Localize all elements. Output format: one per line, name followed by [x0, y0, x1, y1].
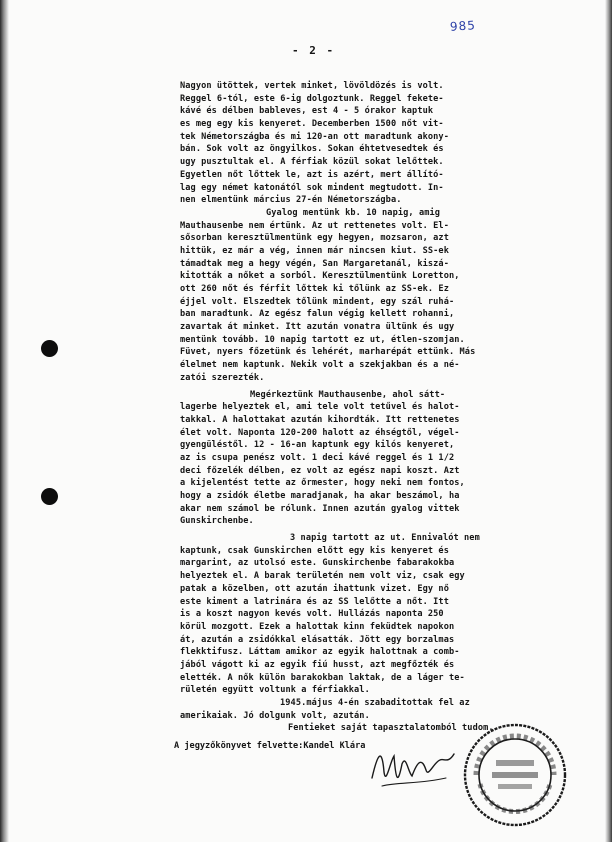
text-line: élet volt. Naponta 120-200 halott az éhségtől, végel-: [180, 427, 460, 438]
text-line: deci főzelék délben, ez volt az egész napi koszt. Azt: [180, 465, 460, 476]
text-line: élelmet nem kaptunk. Nekik volt a szekjakban és a né-: [180, 360, 460, 371]
text-line: körül mozgott. Ezek a halottak kinn feküdtek napokon: [180, 621, 455, 632]
text-line: ott 260 nőt és férfit lőttek ki tőlünk az SS-ek. Ez: [180, 284, 449, 294]
text-line: Egyetlen nőt lőttek le, azt is azért, mert állító-: [180, 169, 444, 180]
text-line: zavartak át minket. Itt azután vonatra ültünk és ugy: [180, 322, 455, 333]
text-line: Nagyon ütöttek, vertek minket, lövöldözés is volt.: [180, 81, 444, 91]
text-line: támadtak meg a hegy végén, San Margaretanál, kiszá-: [180, 258, 449, 269]
page-number: - 2 -: [292, 44, 336, 57]
text-line: a kijelentést tette az őrmester, hogy neki nem fontos,: [180, 478, 465, 489]
text-line: elették. A nők külön barakokban laktak, de a láger te-: [180, 672, 465, 683]
text-line: flekktifusz. Láttam amikor az egyik halottnak a comb-: [180, 647, 460, 658]
text-line: Gyalog mentünk kb. 10 napig, amig: [266, 207, 441, 218]
text-line: lagerbe helyeztek el, ami tele volt tetűvel és halot-: [180, 402, 460, 413]
text-line: hittük, ez már a vég, innen már nincsen kiut. SS-ek: [180, 245, 449, 256]
text-line: akar nem számol be rólunk. Innen azután gyalog vittek: [180, 503, 460, 514]
text-line: ugy pusztultak el. A férfiak közül sokat lelőttek.: [180, 157, 444, 168]
text-line: az is csupa penész volt. 1 deci kávé reggel és 1 1/2: [180, 452, 455, 463]
text-line: Reggel 6-tól, este 6-ig dolgoztunk. Reggel fekete-: [180, 93, 444, 104]
text-line: Fentieket saját tapasztalatomból tudom.: [288, 723, 494, 734]
text-line: margarint, az utolsó este. Gunskirchenbe fabarakokba: [180, 558, 455, 569]
text-line: is a koszt nagyon kevés volt. Hullázás naponta 250: [180, 609, 444, 620]
text-line: zatói szerezték.: [180, 372, 265, 383]
text-line: takkal. A halottakat azután kihordták. Itt rettenetes: [180, 414, 460, 425]
text-line: hogy a zsidók életbe maradjanak, ha akar beszámol, ha: [180, 491, 460, 501]
text-line: mentünk tovább. 10 napig tartott ez ut, étlen-szomjan.: [180, 334, 465, 345]
text-line: gyengüléstől. 12 - 16-an kaptunk egy kilós kenyeret,: [180, 440, 455, 451]
text-line: kaptunk, csak Gunskirchen előtt egy kis kenyeret és: [180, 545, 449, 556]
text-line: Füvet, nyers főzetünk és lehérét, marharépát ettünk. Más: [180, 347, 476, 358]
text-line: Megérkeztünk Mauthausenbe, ahol sátt-: [250, 389, 446, 400]
handwritten-signature: [368, 742, 458, 792]
text-line: Mauthausenbe nem értünk. Az ut rettenetes volt. El-: [180, 220, 449, 231]
text-line: kitották a nőket a sorból. Keresztülmentünk Loretton,: [180, 271, 460, 282]
scan-left-edge: [0, 0, 9, 842]
text-line: át, azután a zsidókkal elásatták. Jött egy borzalmas: [180, 634, 455, 645]
text-line: tek Németországba és mi 120-an ott maradtunk akony-: [180, 131, 449, 142]
punch-hole-top: [41, 340, 58, 357]
text-line: este kiment a latrinára és az SS lelőtte a nőt. Itt: [180, 596, 449, 607]
recorded-by-line: A jegyzőkönyvet felvette:Kandel Klára: [174, 741, 366, 751]
text-line: éjjel volt. Elszedtek tőlünk mindent, egy szál ruhá-: [180, 296, 455, 307]
text-line: nen elmentünk március 27-én Németországba.: [180, 195, 402, 206]
text-line: es meg egy kis kenyeret. Decemberben 1500 nőt vit-: [180, 119, 444, 130]
scan-right-edge: [605, 0, 612, 842]
archive-number: 985: [449, 18, 477, 34]
text-line: lag egy német katonától sok mindent megtudott. In-: [180, 182, 444, 193]
text-line: helyeztek el. A barak területén nem volt viz, csak egy: [180, 571, 465, 582]
text-line: 3 napig tartott az ut. Ennivalót nem: [290, 533, 480, 544]
text-line: kávé és délben bableves, est 4 - 5 órakor kaptuk: [180, 106, 434, 117]
text-line: rületén együtt voltunk a férfiakkal.: [180, 685, 370, 696]
archive-stamp: [460, 720, 570, 830]
text-line: sősorban keresztülmentünk egy hegyen, mozsaron, azt: [180, 233, 449, 244]
text-line: jából vágott ki az egyik fiú husst, azt megfőzték és: [180, 659, 455, 670]
text-line: patak a közelben, ott azután ihattunk vizet. Egy nő: [180, 583, 449, 594]
typed-body: [180, 80, 580, 735]
punch-hole-bottom: [41, 488, 58, 505]
text-line: Gunskirchenbe.: [180, 516, 254, 527]
text-line: 1945.május 4-én szabaditottak fel az: [280, 698, 470, 708]
text-line: amerikaiak. Jó dolgunk volt, azután.: [180, 710, 370, 721]
text-line: bán. Sok volt az öngyilkos. Sokan éhtetvesedtek és: [180, 144, 444, 155]
text-line: ban maradtunk. Az egész falun végig kellett rohanni,: [180, 309, 455, 320]
